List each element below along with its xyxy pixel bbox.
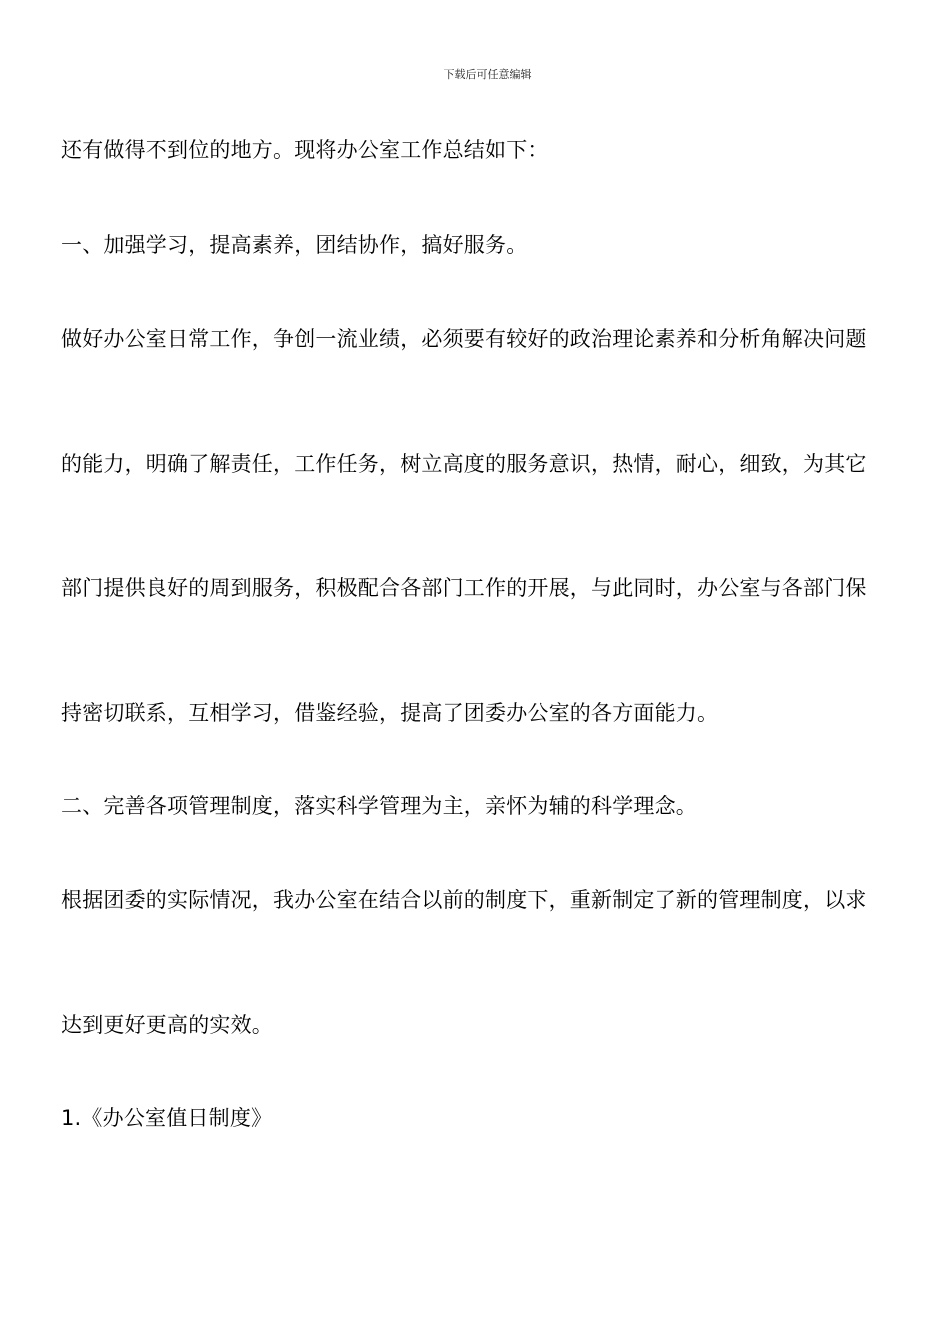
paragraph-intro-line: 还有做得不到位的地方。现将办公室工作总结如下： <box>61 138 549 162</box>
paragraph-2-line-1: 根据团委的实际情况，我办公室在结合以前的制度下，重新制定了新的管理制度，以求 <box>61 888 867 912</box>
paragraph-1-line-2: 的能力，明确了解责任，工作任务，树立高度的服务意识，热情，耐心，细致，为其它 <box>61 452 867 476</box>
list-item-1: 1.《办公室值日制度》 <box>61 1106 273 1130</box>
paragraph-1-line-1: 做好办公室日常工作，争创一流业绩，必须要有较好的政治理论素养和分析角解决问题 <box>61 327 867 351</box>
paragraph-1-line-3: 部门提供良好的周到服务，积极配合各部门工作的开展，与此同时，办公室与各部门保 <box>61 576 867 600</box>
paragraph-1-line-4: 持密切联系，互相学习，借鉴经验，提高了团委办公室的各方面能力。 <box>61 701 719 725</box>
section-heading-2: 二、完善各项管理制度，落实科学管理为主，亲怀为辅的科学理念。 <box>61 794 697 818</box>
section-heading-1: 一、加强学习，提高素养，团结协作，搞好服务。 <box>61 233 528 257</box>
paragraph-2-line-2: 达到更好更高的实效。 <box>61 1013 273 1037</box>
page-header-note: 下载后可任意编辑 <box>443 68 532 81</box>
